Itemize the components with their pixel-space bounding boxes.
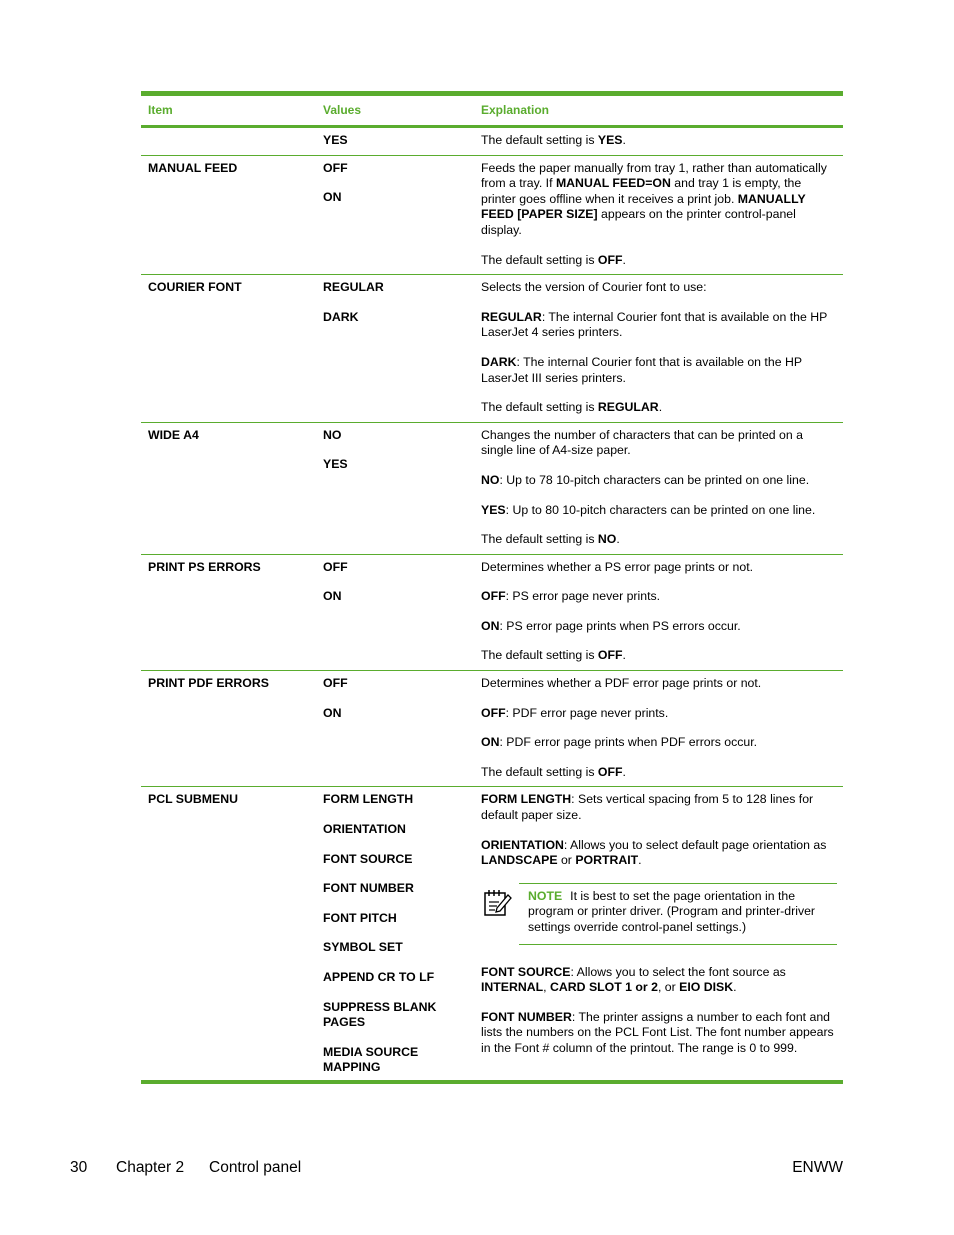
- explanation-text: The default setting is: [481, 648, 598, 663]
- explanation-text: Selects the version of Courier font to use:: [481, 280, 707, 295]
- bold-term: OFF: [481, 589, 506, 604]
- note-label: NOTE: [528, 888, 563, 903]
- explanation-text: .: [622, 648, 626, 663]
- value-option: ORIENTATION: [323, 822, 406, 837]
- item-cell: PCL SUBMENU: [148, 792, 238, 807]
- explanation-text: : Up to 80 10-pitch characters can be printed on one line.: [505, 502, 816, 517]
- explanation-text: .: [733, 980, 737, 995]
- explanation-text: : PDF error page prints when PDF errors occur.: [499, 735, 758, 750]
- explanation-paragraph: [481, 400, 837, 416]
- column-header-values: Values: [316, 94, 474, 127]
- explanation-text: : Allows you to select the font source as: [570, 964, 786, 979]
- table-header-row: [141, 94, 843, 127]
- explanation-paragraph: [481, 253, 837, 269]
- table-body: [141, 127, 843, 1082]
- explanation-text: .: [638, 853, 642, 868]
- bold-term: CARD SLOT 1 or 2: [550, 980, 658, 995]
- chapter-title: Control panel: [209, 1159, 302, 1176]
- explanation-text: ,: [543, 980, 551, 995]
- value-option: SYMBOL SET: [323, 940, 403, 955]
- bold-term: MANUALLY FEED [PAPER SIZE]: [481, 191, 806, 222]
- note-box: [481, 883, 837, 945]
- value-option: FONT NUMBER: [323, 881, 414, 896]
- explanation-text: Changes the number of characters that can be printed on a single line of A4-size paper.: [481, 427, 803, 458]
- explanation-text: Determines whether a PDF error page prints or not.: [481, 676, 762, 691]
- column-header-item: Item: [141, 94, 316, 127]
- explanation-text: : PS error page never prints.: [505, 589, 661, 604]
- explanation-text: The default setting is: [481, 764, 598, 779]
- explanation-text: : Allows you to select default page orientation as: [563, 837, 827, 852]
- explanation-cell: [474, 275, 843, 423]
- explanation-cell: [474, 155, 843, 275]
- footer-right-label: ENWW: [792, 1159, 843, 1176]
- explanation-paragraph: [481, 428, 837, 459]
- explanation-text: : Up to 78 10-pitch characters can be printed on one line.: [499, 472, 810, 487]
- item-cell: WIDE A4: [141, 422, 316, 554]
- explanation-text: The default setting is: [481, 252, 598, 267]
- explanation-text: .: [622, 764, 626, 779]
- explanation-cell: [474, 671, 843, 787]
- explanation-paragraph: [481, 280, 837, 296]
- values-cell: [316, 155, 474, 275]
- explanation-paragraph: [481, 310, 837, 341]
- table-row: [141, 554, 843, 670]
- page-number: 30: [70, 1159, 88, 1176]
- bold-term: OFF: [481, 705, 506, 720]
- bold-term: OFF: [597, 252, 623, 267]
- value-option: NO: [323, 427, 342, 442]
- explanation-paragraph: [481, 735, 837, 751]
- values-cell: [316, 127, 474, 156]
- item-cell: [141, 127, 316, 156]
- explanation-text: , or: [657, 980, 680, 995]
- values-cell: [316, 275, 474, 423]
- bold-term: REGULAR: [481, 309, 542, 324]
- values-cell: [316, 671, 474, 787]
- explanation-text: Determines whether a PS error page prints or not.: [481, 559, 754, 574]
- table-row: [141, 155, 843, 275]
- value-option: MEDIA SOURCE MAPPING: [323, 1044, 419, 1075]
- explanation-paragraph: [481, 473, 837, 489]
- explanation-cell: [474, 554, 843, 670]
- explanation-paragraph: [481, 676, 837, 692]
- bold-term: OFF: [597, 764, 623, 779]
- explanation-paragraph: [481, 965, 837, 996]
- explanation-text: and tray 1 is empty, the printer goes offline when it receives a print job.: [481, 176, 802, 206]
- item-cell: PRINT PS ERRORS: [141, 554, 316, 670]
- bold-term: YES: [597, 133, 623, 147]
- value-option: OFF: [323, 559, 348, 574]
- bold-term: FONT NUMBER: [481, 1009, 572, 1024]
- explanation-text: : PS error page prints when PS errors occur.: [499, 618, 741, 633]
- explanation-text: .: [616, 532, 620, 547]
- item-cell: PRINT PDF ERRORS: [141, 671, 316, 787]
- explanation-paragraph: [481, 560, 837, 576]
- explanation-cell: [474, 787, 843, 1082]
- value-option: YES: [323, 457, 348, 472]
- explanation-paragraph: [481, 161, 837, 239]
- explanation-text: or: [557, 853, 576, 868]
- explanation-paragraph: [481, 765, 837, 781]
- bold-term: OFF: [597, 648, 623, 663]
- explanation-text: The default setting is: [481, 133, 598, 147]
- explanation-paragraph: [481, 648, 837, 664]
- value-option: DARK: [323, 309, 359, 324]
- explanation-text: .: [622, 133, 626, 147]
- table-row: [141, 671, 843, 787]
- settings-table: [141, 91, 843, 1084]
- item-cell: COURIER FONT: [141, 275, 316, 423]
- explanation-text: The default setting is: [481, 532, 598, 547]
- explanation-paragraph: [481, 792, 837, 823]
- explanation-paragraph: [481, 133, 837, 149]
- bold-term: PORTRAIT: [575, 853, 639, 868]
- bold-term: FORM LENGTH: [481, 792, 572, 807]
- explanation-paragraph: [481, 532, 837, 548]
- value-option: YES: [323, 133, 348, 147]
- values-cell: [316, 422, 474, 554]
- table-row: [141, 275, 843, 423]
- note-body: [519, 883, 837, 945]
- value-option: ON: [323, 589, 342, 604]
- table-row: [141, 422, 843, 554]
- explanation-cell: [474, 422, 843, 554]
- explanation-text: appears on the printer control-panel display.: [481, 207, 796, 237]
- value-option: ON: [323, 190, 342, 205]
- value-option: FONT PITCH: [323, 910, 397, 925]
- explanation-text: .: [622, 252, 626, 267]
- explanation-text: : Sets vertical spacing from 5 to 128 lines for default paper size.: [481, 792, 814, 823]
- values-cell: [316, 554, 474, 670]
- explanation-cell: [474, 127, 843, 156]
- bold-term: NO: [481, 472, 500, 487]
- explanation-text: : The internal Courier font that is available on the HP LaserJet III series printers.: [481, 354, 802, 385]
- explanation-text: : PDF error page never prints.: [505, 705, 669, 720]
- bold-term: FONT SOURCE: [481, 964, 571, 979]
- value-option: FORM LENGTH: [323, 792, 414, 807]
- value-option: APPEND CR TO LF: [323, 970, 435, 984]
- bold-term: ON: [481, 735, 500, 750]
- bold-term: EIO DISK: [679, 980, 734, 995]
- note-pad-icon: [481, 883, 519, 945]
- table-row: [141, 787, 843, 1082]
- explanation-paragraph: [481, 355, 837, 386]
- explanation-text: .: [658, 400, 663, 415]
- chapter-label: Chapter 2: [116, 1159, 185, 1176]
- value-option: OFF: [323, 676, 348, 691]
- explanation-text: : The internal Courier font that is available on the HP LaserJet 4 series printers.: [481, 309, 828, 340]
- explanation-paragraph: [481, 619, 837, 635]
- explanation-paragraph: [481, 838, 837, 869]
- explanation-text: Feeds the paper manually from tray 1, rather than automatically from a tray. If: [481, 160, 827, 191]
- value-option: REGULAR: [323, 280, 384, 295]
- explanation-paragraph: [481, 1010, 837, 1057]
- value-option: ON: [323, 705, 342, 720]
- explanation-text: : The printer assigns a number to each font and lists the numbers on the PCL Font List. The font number appears in the Font # column of the printout. The range is 0 to 999.: [481, 1009, 834, 1055]
- explanation-text: The default setting is: [481, 400, 598, 415]
- bold-term: NO: [597, 532, 617, 547]
- bold-term: MANUAL FEED=ON: [555, 176, 671, 191]
- value-option: FONT SOURCE: [323, 851, 413, 866]
- values-cell: [316, 787, 474, 1082]
- value-option: OFF: [323, 160, 348, 175]
- explanation-paragraph: [481, 503, 837, 519]
- bold-term: DARK: [481, 354, 517, 369]
- explanation-paragraph: [481, 589, 837, 605]
- explanation-paragraph: [481, 706, 837, 722]
- column-header-explanation: Explanation: [474, 94, 843, 127]
- bold-term: INTERNAL: [481, 980, 544, 995]
- bold-term: ON: [481, 618, 500, 633]
- item-cell: MANUAL FEED: [141, 155, 316, 275]
- bold-term: REGULAR: [597, 400, 659, 415]
- table-row: [141, 127, 843, 156]
- note-text: It is best to set the page orientation in the program or printer driver. (Program and printer-driver settings override control-panel settings.): [528, 888, 816, 934]
- bold-term: LANDSCAPE: [481, 853, 558, 868]
- bold-term: YES: [481, 502, 506, 517]
- value-option: SUPPRESS BLANK PAGES: [323, 999, 437, 1030]
- bold-term: ORIENTATION: [481, 837, 564, 852]
